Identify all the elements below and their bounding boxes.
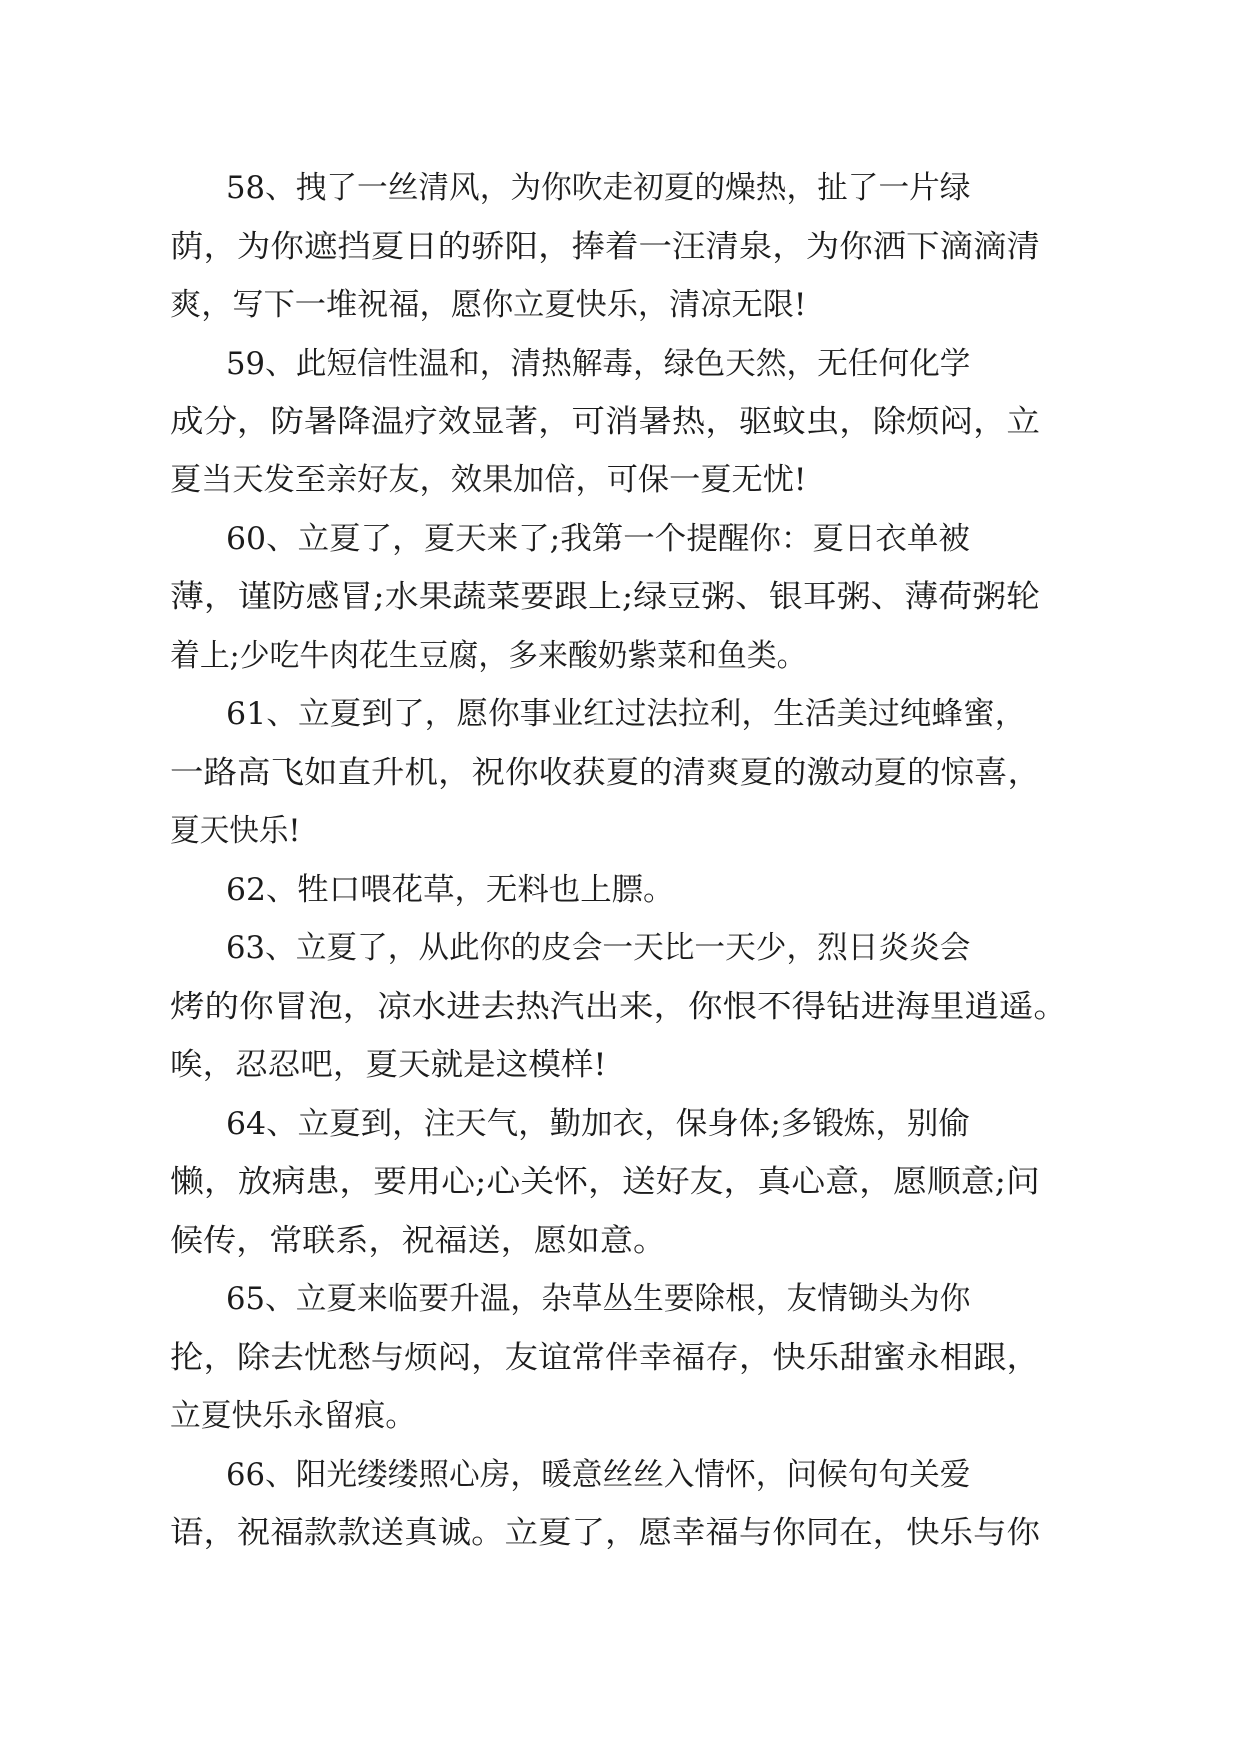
paragraph-line: 59、此短信性温和，清热解毒，绿色天然，无任何化学 [226, 346, 971, 382]
paragraph-line: 候传，常联系，祝福送，愿如意。 [170, 1223, 667, 1259]
paragraph-line: 62、牲口喂花草，无料也上膘。 [226, 872, 675, 908]
paragraph-line: 64、立夏到，注天气，勤加衣，保身体;多锻炼，别偷 [226, 1106, 970, 1142]
paragraph-line: 61、立夏到了，愿你事业红过法拉利，生活美过纯蜂蜜， [226, 696, 1027, 732]
paragraph-line: 夏天快乐! [170, 813, 301, 849]
paragraph-line: 爽，写下一堆祝福，愿你立夏快乐，清凉无限! [170, 287, 807, 323]
paragraph-line: 烤的你冒泡，凉水进去热汽出来，你恨不得钻进海里逍遥。 [170, 989, 1068, 1025]
paragraph-line: 荫，为你遮挡夏日的骄阳，捧着一汪清泉，为你洒下滴滴清 [170, 229, 1040, 265]
paragraph-line: 着上;少吃牛肉花生豆腐，多来酸奶紫菜和鱼类。 [170, 638, 807, 674]
paragraph-line: 60、立夏了，夏天来了;我第一个提醒你：夏日衣单被 [226, 521, 970, 557]
paragraph-line: 立夏快乐永留痕。 [170, 1398, 416, 1434]
paragraph-line: 一路高飞如直升机，祝你收获夏的清爽夏的激动夏的惊喜， [170, 755, 1041, 791]
paragraph-line: 唉，忍忍吧，夏天就是这模样! [170, 1047, 607, 1083]
paragraph-line: 63、立夏了，从此你的皮会一天比一天少，烈日炎炎会 [226, 930, 971, 966]
paragraph-line: 夏当天发至亲好友，效果加倍，可保一夏无忧! [170, 462, 807, 498]
paragraph-line: 懒，放病患，要用心;心关怀，送好友，真心意，愿顺意;问 [170, 1164, 1040, 1200]
paragraph-line: 抡，除去忧愁与烦闷，友谊常伴幸福存，快乐甜蜜永相跟， [170, 1340, 1040, 1376]
paragraph-line: 65、立夏来临要升温，杂草丛生要除根，友情锄头为你 [226, 1281, 971, 1317]
paragraph-line: 成分，防暑降温疗效显著，可消暑热，驱蚊虫，除烦闷，立 [170, 404, 1040, 440]
paragraph-line: 薄，谨防感冒;水果蔬菜要跟上;绿豆粥、银耳粥、薄荷粥轮 [170, 579, 1040, 615]
paragraph-line: 语，祝福款款送真诚。立夏了，愿幸福与你同在，快乐与你 [170, 1515, 1040, 1551]
paragraph-line: 66、阳光缕缕照心房，暖意丝丝入情怀，问候句句关爱 [226, 1457, 971, 1493]
paragraph-line: 58、拽了一丝清风，为你吹走初夏的燥热，扯了一片绿 [226, 170, 971, 206]
